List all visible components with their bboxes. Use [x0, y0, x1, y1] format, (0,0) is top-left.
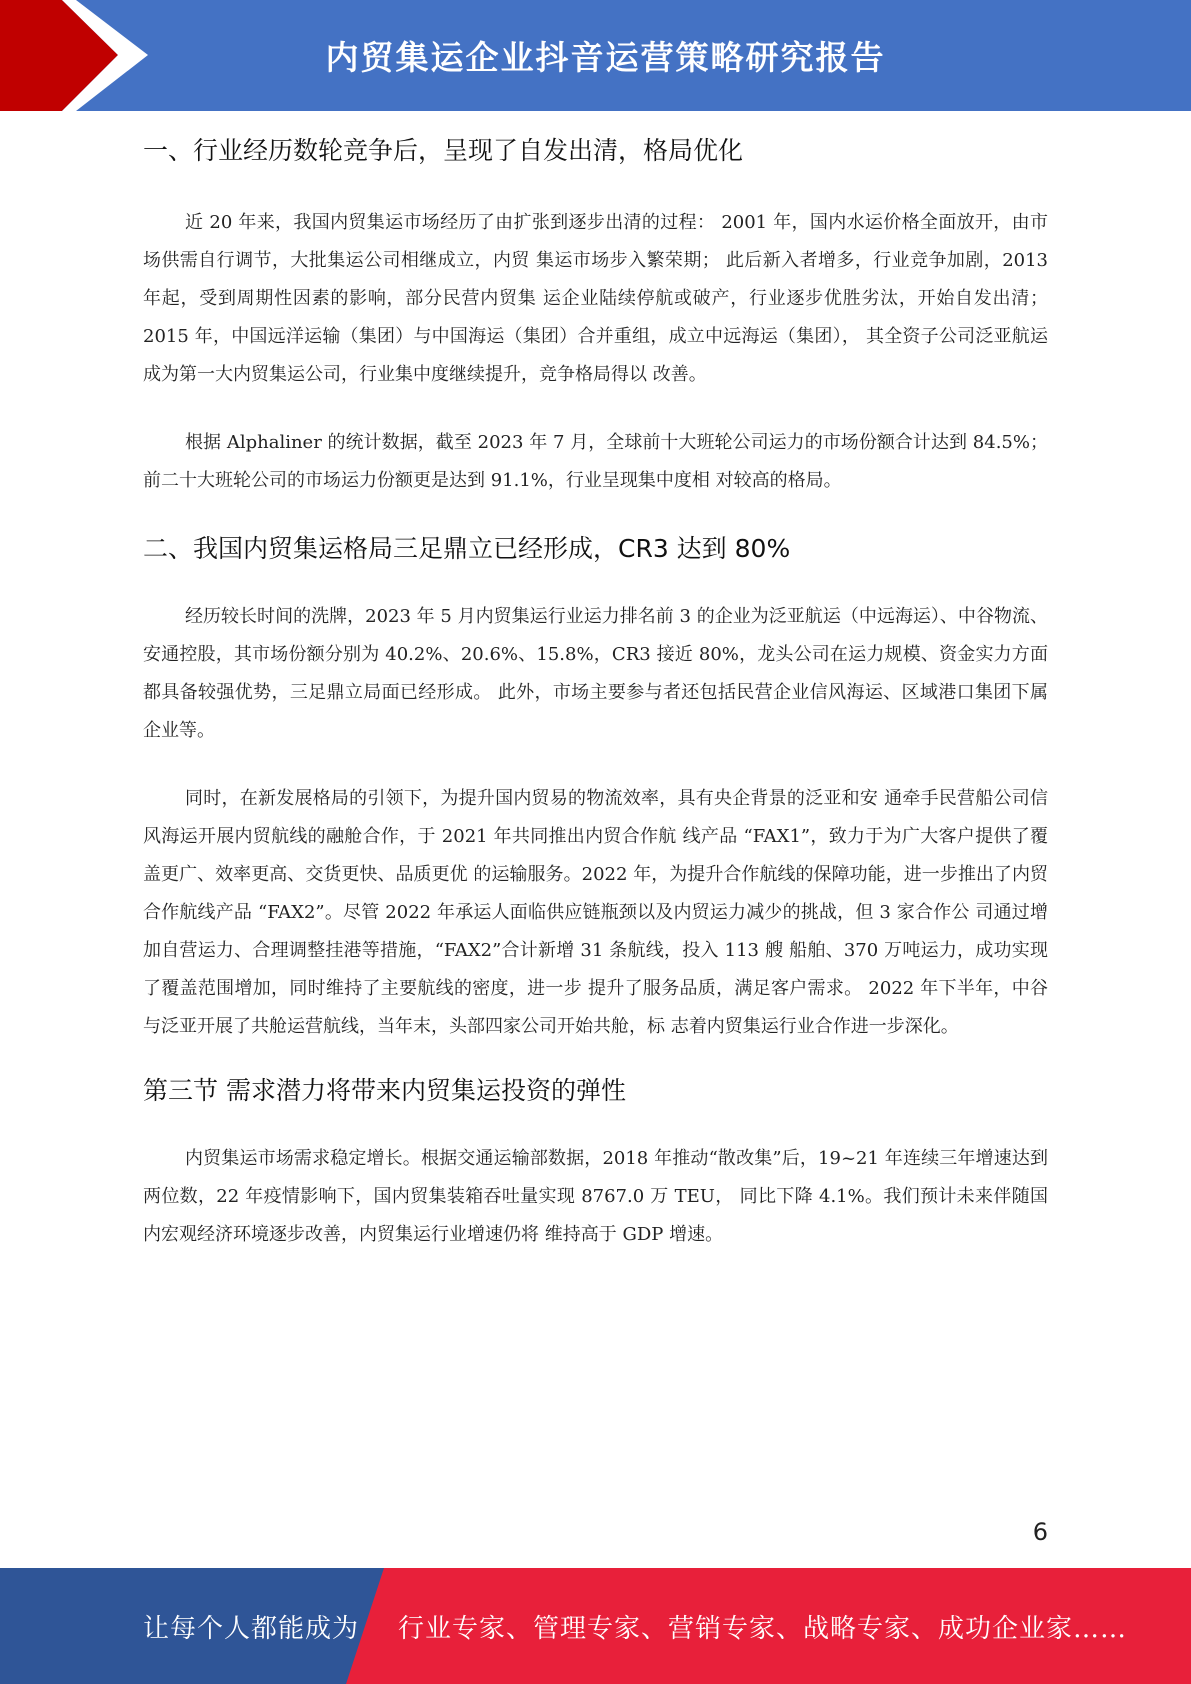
- footer-slogan-left: 让每个人都能成为: [143, 1613, 360, 1644]
- section-heading-1: 一、行业经历数轮竞争后，呈现了自发出清，格局优化: [143, 136, 744, 165]
- footer-slogan-right: 行业专家、管理专家、营销专家、战略专家、成功企业家……: [398, 1613, 1128, 1644]
- section-heading-3: 第三节 需求潜力将带来内贸集运投资的弹性: [143, 1076, 626, 1105]
- report-title: 内贸集运企业抖音运营策略研究报告: [325, 38, 886, 77]
- page-content: [143, 128, 1048, 1254]
- paragraph: 同时，在新发展格局的引领下，为提升国内贸易的物流效率，具有央企背景的泛亚和安 通牵手民营船公司信风海运开展内贸航线的融舱合作，于 2021 年共同推出内贸合作航 线产品 “FAX1”，致力于为广大客户提供了覆盖更广、效率更高、交货更快、品质更优 的运输服务。2022 年，为提升合作航线的保障功能，进一步推出了内贸合作航线产品 “FAX2”。尽管 2022 年承运人面临供应链瓶颈以及内贸运力减少的挑战，但 3 家合作公 司通过增加自营运力、合理调整挂港等措施，“FAX2”合计新增 31 条航线，投入 113 艘 船舶、370 万吨运力，成功实现了覆盖范围增加，同时维持了主要航线的密度，进一步 提升了服务品质，满足客户需求。 2022 年下半年，中谷与泛亚开展了共舱运营航线，当年末，头部四家公司开始共舱，标 志着内贸集运行业合作进一步深化。: [143, 788, 1048, 1037]
- page-number: 6: [1032, 1518, 1048, 1546]
- page-header: [0, 0, 1191, 111]
- section-heading-2: 二、我国内贸集运格局三足鼎立已经形成，CR3 达到 80%: [143, 534, 791, 563]
- paragraph: 近 20 年来，我国内贸集运市场经历了由扩张到逐步出清的过程： 2001 年，国内水运价格全面放开，由市场供需自行调节，大批集运公司相继成立，内贸 集运市场步入繁荣期； 此后新入者增多，行业竞争加剧，2013 年起，受到周期性因素的影响，部分民营内贸集 运企业陆续停航或破产，行业逐步优胜劣汰，开始自发出清； 2015 年，中国远洋运输（集团）与中国海运（集团）合并重组，成立中远海运（集团）， 其全资子公司泛亚航运成为第一大内贸集运公司，行业集中度继续提升，竞争格局得以 改善。: [143, 212, 1048, 385]
- page-footer: [0, 1568, 1191, 1684]
- paragraph: 经历较长时间的洗牌，2023 年 5 月内贸集运行业运力排名前 3 的企业为泛亚航运（中远海运）、中谷物流、安通控股，其市场份额分别为 40.2%、20.6%、15.8%，CR3 接近 80%，龙头公司在运力规模、资金实力方面都具备较强优势，三足鼎立局面已经形成。 此外，市场主要参与者还包括民营企业信风海运、区域港口集团下属企业等。: [143, 606, 1048, 741]
- paragraph: 内贸集运市场需求稳定增长。根据交通运输部数据，2018 年推动“散改集”后，19~21 年连续三年增速达到两位数，22 年疫情影响下，国内贸集装箱吞吐量实现 8767.0 万 TEU， 同比下降 4.1%。我们预计未来伴随国内宏观经济环境逐步改善，内贸集运行业增速仍将 维持高于 GDP 增速。: [143, 1148, 1048, 1245]
- paragraph: 根据 Alphaliner 的统计数据，截至 2023 年 7 月，全球前十大班轮公司运力的市场份额合计达到 84.5%；前二十大班轮公司的市场运力份额更是达到 91.1%，行业呈现集中度相 对较高的格局。: [143, 432, 1048, 491]
